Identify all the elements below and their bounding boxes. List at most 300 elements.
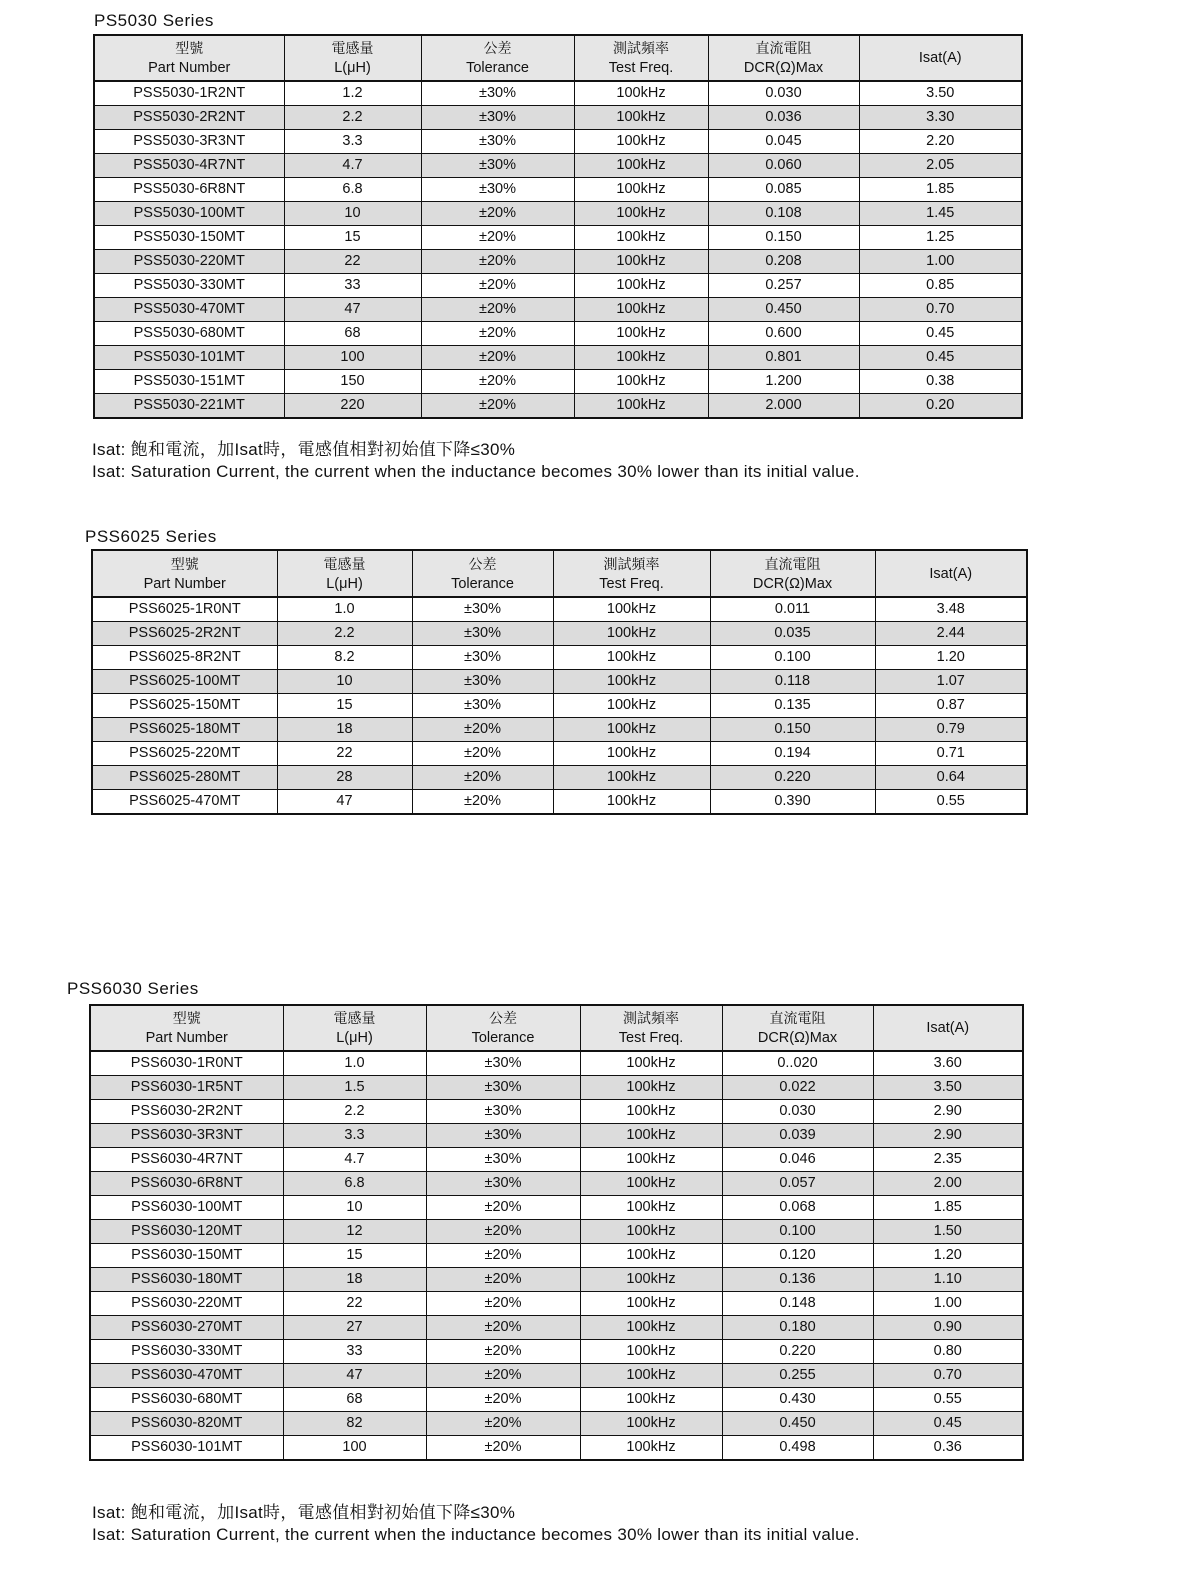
inductance-cell: 15 [277, 694, 412, 718]
inductance-cell: 33 [283, 1340, 426, 1364]
table-row [90, 1100, 1023, 1124]
inductance-cell: 150 [284, 370, 421, 394]
inductance-cell: 33 [284, 274, 421, 298]
part-number-cell: PSS6025-280MT [92, 766, 277, 790]
table-row [94, 370, 1022, 394]
tolerance-cell: ±20% [412, 766, 553, 790]
test-freq-cell: 100kHz [580, 1436, 722, 1461]
inductance-cell: 100 [284, 346, 421, 370]
inductance-cell: 1.0 [283, 1051, 426, 1076]
inductance-cell: 27 [283, 1316, 426, 1340]
table-row [94, 226, 1022, 250]
inductance-cell: 4.7 [284, 154, 421, 178]
table-row [92, 597, 1027, 622]
dcr-cell: 0.194 [710, 742, 875, 766]
dcr-cell: 0.430 [722, 1388, 873, 1412]
test-freq-cell: 100kHz [580, 1100, 722, 1124]
part-number-cell: PSS6025-2R2NT [92, 622, 277, 646]
header-isat: Isat(A) [859, 35, 1022, 81]
table-row [92, 790, 1027, 815]
tolerance-cell: ±30% [421, 178, 574, 202]
part-number-cell: PSS6025-470MT [92, 790, 277, 815]
dcr-cell: 0..020 [722, 1051, 873, 1076]
header-tolerance: 公差 Tolerance [426, 1005, 580, 1051]
part-number-cell: PSS6030-4R7NT [90, 1148, 283, 1172]
table-row [90, 1148, 1023, 1172]
isat-cell: 1.00 [873, 1292, 1023, 1316]
inductance-cell: 28 [277, 766, 412, 790]
test-freq-cell: 100kHz [574, 226, 708, 250]
dcr-cell: 0.030 [708, 81, 859, 106]
inductance-cell: 47 [284, 298, 421, 322]
dcr-cell: 0.150 [708, 226, 859, 250]
dcr-cell: 0.045 [708, 130, 859, 154]
tolerance-cell: ±20% [426, 1340, 580, 1364]
tolerance-cell: ±20% [426, 1292, 580, 1316]
isat-cell: 0.36 [873, 1436, 1023, 1461]
inductance-cell: 1.0 [277, 597, 412, 622]
tolerance-cell: ±20% [421, 226, 574, 250]
part-number-cell: PSS5030-221MT [94, 394, 284, 419]
header-inductance: 電感量 L(μH) [284, 35, 421, 81]
series-title-ps5030: PS5030 Series [94, 11, 214, 30]
inductance-cell: 100 [283, 1436, 426, 1461]
isat-note-en-1: Isat: Saturation Current, the current when the inductance becomes 30% lower than its initial value. [92, 462, 860, 481]
tolerance-cell: ±20% [426, 1244, 580, 1268]
inductance-cell: 47 [277, 790, 412, 815]
tolerance-cell: ±20% [426, 1316, 580, 1340]
test-freq-cell: 100kHz [580, 1124, 722, 1148]
part-number-cell: PSS6030-680MT [90, 1388, 283, 1412]
test-freq-cell: 100kHz [574, 178, 708, 202]
table-row [94, 202, 1022, 226]
table-row [94, 106, 1022, 130]
isat-cell: 0.38 [859, 370, 1022, 394]
table-row [94, 154, 1022, 178]
inductance-cell: 4.7 [283, 1148, 426, 1172]
test-freq-cell: 100kHz [580, 1051, 722, 1076]
test-freq-cell: 100kHz [580, 1076, 722, 1100]
test-freq-cell: 100kHz [580, 1268, 722, 1292]
series-title-pss6030: PSS6030 Series [67, 979, 199, 998]
header-inductance: 電感量 L(μH) [277, 550, 412, 597]
inductance-cell: 47 [283, 1364, 426, 1388]
part-number-cell: PSS6030-220MT [90, 1292, 283, 1316]
header-dcr: 直流電阻 DCR(Ω)Max [710, 550, 875, 597]
test-freq-cell: 100kHz [580, 1340, 722, 1364]
test-freq-cell: 100kHz [553, 646, 710, 670]
tolerance-cell: ±30% [412, 694, 553, 718]
test-freq-cell: 100kHz [553, 718, 710, 742]
table-row [90, 1412, 1023, 1436]
table-row [94, 178, 1022, 202]
spec-table-pss6025 [91, 549, 1028, 815]
part-number-cell: PSS5030-330MT [94, 274, 284, 298]
table-row [94, 130, 1022, 154]
part-number-cell: PSS5030-6R8NT [94, 178, 284, 202]
tolerance-cell: ±30% [412, 622, 553, 646]
table-row [94, 394, 1022, 419]
inductance-cell: 22 [284, 250, 421, 274]
test-freq-cell: 100kHz [580, 1220, 722, 1244]
part-number-cell: PSS6025-1R0NT [92, 597, 277, 622]
isat-cell: 1.20 [873, 1244, 1023, 1268]
table-row [90, 1268, 1023, 1292]
tolerance-cell: ±20% [426, 1436, 580, 1461]
tolerance-cell: ±30% [412, 597, 553, 622]
part-number-cell: PSS5030-2R2NT [94, 106, 284, 130]
inductance-cell: 22 [283, 1292, 426, 1316]
dcr-cell: 0.120 [722, 1244, 873, 1268]
test-freq-cell: 100kHz [553, 597, 710, 622]
inductance-cell: 15 [283, 1244, 426, 1268]
header-inductance: 電感量 L(μH) [283, 1005, 426, 1051]
table-row [92, 718, 1027, 742]
table-row [90, 1196, 1023, 1220]
part-number-cell: PSS6025-220MT [92, 742, 277, 766]
test-freq-cell: 100kHz [553, 670, 710, 694]
part-number-cell: PSS5030-151MT [94, 370, 284, 394]
dcr-cell: 0.498 [722, 1436, 873, 1461]
header-part-number: 型號 Part Number [90, 1005, 283, 1051]
tolerance-cell: ±20% [421, 202, 574, 226]
isat-cell: 1.00 [859, 250, 1022, 274]
isat-note-zh-3: Isat: 飽和電流，加Isat時，電感值相對初始值下降≤30% [92, 1503, 516, 1522]
part-number-cell: PSS6030-270MT [90, 1316, 283, 1340]
table-row [92, 670, 1027, 694]
spec-table-pss6030 [89, 1004, 1024, 1461]
test-freq-cell: 100kHz [580, 1148, 722, 1172]
inductance-cell: 8.2 [277, 646, 412, 670]
dcr-cell: 0.255 [722, 1364, 873, 1388]
test-freq-cell: 100kHz [574, 106, 708, 130]
part-number-cell: PSS5030-220MT [94, 250, 284, 274]
isat-cell: 0.85 [859, 274, 1022, 298]
isat-cell: 2.90 [873, 1100, 1023, 1124]
part-number-cell: PSS6030-1R0NT [90, 1051, 283, 1076]
tolerance-cell: ±30% [426, 1100, 580, 1124]
isat-cell: 3.30 [859, 106, 1022, 130]
isat-cell: 0.90 [873, 1316, 1023, 1340]
isat-cell: 2.35 [873, 1148, 1023, 1172]
inductance-cell: 2.2 [283, 1100, 426, 1124]
part-number-cell: PSS5030-4R7NT [94, 154, 284, 178]
table-row [90, 1340, 1023, 1364]
tolerance-cell: ±30% [421, 154, 574, 178]
tolerance-cell: ±20% [426, 1220, 580, 1244]
part-number-cell: PSS5030-150MT [94, 226, 284, 250]
table-row [90, 1292, 1023, 1316]
part-number-cell: PSS6030-2R2NT [90, 1100, 283, 1124]
inductance-cell: 3.3 [283, 1124, 426, 1148]
tolerance-cell: ±20% [426, 1196, 580, 1220]
tolerance-cell: ±30% [426, 1051, 580, 1076]
isat-cell: 0.80 [873, 1340, 1023, 1364]
dcr-cell: 0.135 [710, 694, 875, 718]
test-freq-cell: 100kHz [574, 346, 708, 370]
dcr-cell: 0.060 [708, 154, 859, 178]
dcr-cell: 0.085 [708, 178, 859, 202]
table-row [92, 694, 1027, 718]
isat-cell: 0.79 [875, 718, 1027, 742]
inductance-cell: 1.5 [283, 1076, 426, 1100]
test-freq-cell: 100kHz [580, 1292, 722, 1316]
dcr-cell: 0.068 [722, 1196, 873, 1220]
tolerance-cell: ±30% [412, 646, 553, 670]
inductance-cell: 18 [283, 1268, 426, 1292]
part-number-cell: PSS6030-180MT [90, 1268, 283, 1292]
table-row [90, 1364, 1023, 1388]
isat-cell: 1.85 [873, 1196, 1023, 1220]
inductance-cell: 2.2 [284, 106, 421, 130]
isat-cell: 0.71 [875, 742, 1027, 766]
inductance-cell: 220 [284, 394, 421, 419]
header-test-freq: 測試頻率 Test Freq. [574, 35, 708, 81]
table-row [90, 1220, 1023, 1244]
inductance-cell: 6.8 [283, 1172, 426, 1196]
tolerance-cell: ±30% [421, 81, 574, 106]
isat-cell: 2.90 [873, 1124, 1023, 1148]
isat-note-zh-1: Isat: 飽和電流，加Isat時，電感值相對初始值下降≤30% [92, 440, 516, 459]
test-freq-cell: 100kHz [553, 694, 710, 718]
dcr-cell: 0.148 [722, 1292, 873, 1316]
table-row [90, 1051, 1023, 1076]
tolerance-cell: ±30% [426, 1124, 580, 1148]
inductance-cell: 3.3 [284, 130, 421, 154]
test-freq-cell: 100kHz [574, 130, 708, 154]
test-freq-cell: 100kHz [580, 1412, 722, 1436]
test-freq-cell: 100kHz [574, 394, 708, 419]
dcr-cell: 0.801 [708, 346, 859, 370]
table-row [90, 1436, 1023, 1461]
header-part-number: 型號 Part Number [92, 550, 277, 597]
test-freq-cell: 100kHz [580, 1196, 722, 1220]
inductance-cell: 82 [283, 1412, 426, 1436]
dcr-cell: 0.039 [722, 1124, 873, 1148]
table-row [90, 1244, 1023, 1268]
test-freq-cell: 100kHz [553, 742, 710, 766]
dcr-cell: 0.180 [722, 1316, 873, 1340]
isat-cell: 3.50 [859, 81, 1022, 106]
inductance-cell: 15 [284, 226, 421, 250]
table-row [94, 346, 1022, 370]
dcr-cell: 0.150 [710, 718, 875, 742]
table-row [90, 1172, 1023, 1196]
test-freq-cell: 100kHz [574, 250, 708, 274]
inductance-cell: 18 [277, 718, 412, 742]
tolerance-cell: ±20% [426, 1412, 580, 1436]
isat-cell: 0.87 [875, 694, 1027, 718]
test-freq-cell: 100kHz [574, 370, 708, 394]
tolerance-cell: ±20% [421, 322, 574, 346]
header-test-freq: 測試頻率 Test Freq. [580, 1005, 722, 1051]
tolerance-cell: ±30% [421, 130, 574, 154]
part-number-cell: PSS6030-120MT [90, 1220, 283, 1244]
dcr-cell: 0.450 [722, 1412, 873, 1436]
dcr-cell: 0.450 [708, 298, 859, 322]
tolerance-cell: ±20% [421, 394, 574, 419]
test-freq-cell: 100kHz [574, 202, 708, 226]
table-row [94, 274, 1022, 298]
dcr-cell: 0.136 [722, 1268, 873, 1292]
isat-cell: 3.60 [873, 1051, 1023, 1076]
header-isat: Isat(A) [873, 1005, 1023, 1051]
part-number-cell: PSS6025-180MT [92, 718, 277, 742]
test-freq-cell: 100kHz [574, 81, 708, 106]
tolerance-cell: ±20% [421, 274, 574, 298]
dcr-cell: 2.000 [708, 394, 859, 419]
header-part-number: 型號 Part Number [94, 35, 284, 81]
table-row [92, 742, 1027, 766]
part-number-cell: PSS5030-101MT [94, 346, 284, 370]
test-freq-cell: 100kHz [574, 322, 708, 346]
table-row [90, 1124, 1023, 1148]
isat-cell: 0.55 [875, 790, 1027, 815]
isat-cell: 0.70 [873, 1364, 1023, 1388]
table-row [94, 250, 1022, 274]
table-row [92, 646, 1027, 670]
isat-cell: 1.07 [875, 670, 1027, 694]
table-row [90, 1076, 1023, 1100]
part-number-cell: PSS6030-330MT [90, 1340, 283, 1364]
inductance-cell: 68 [283, 1388, 426, 1412]
isat-cell: 0.45 [859, 346, 1022, 370]
dcr-cell: 0.035 [710, 622, 875, 646]
test-freq-cell: 100kHz [574, 154, 708, 178]
table-row [94, 322, 1022, 346]
table-row [90, 1316, 1023, 1340]
part-number-cell: PSS6030-470MT [90, 1364, 283, 1388]
inductance-cell: 68 [284, 322, 421, 346]
test-freq-cell: 100kHz [580, 1388, 722, 1412]
header-isat: Isat(A) [875, 550, 1027, 597]
isat-cell: 0.20 [859, 394, 1022, 419]
part-number-cell: PSS5030-3R3NT [94, 130, 284, 154]
tolerance-cell: ±20% [426, 1268, 580, 1292]
dcr-cell: 0.390 [710, 790, 875, 815]
dcr-cell: 0.108 [708, 202, 859, 226]
isat-cell: 0.45 [859, 322, 1022, 346]
test-freq-cell: 100kHz [580, 1172, 722, 1196]
dcr-cell: 0.036 [708, 106, 859, 130]
part-number-cell: PSS6025-150MT [92, 694, 277, 718]
isat-cell: 1.25 [859, 226, 1022, 250]
inductance-cell: 10 [283, 1196, 426, 1220]
dcr-cell: 0.208 [708, 250, 859, 274]
part-number-cell: PSS6030-3R3NT [90, 1124, 283, 1148]
test-freq-cell: 100kHz [580, 1364, 722, 1388]
header-dcr: 直流電阻 DCR(Ω)Max [722, 1005, 873, 1051]
tolerance-cell: ±20% [421, 250, 574, 274]
test-freq-cell: 100kHz [580, 1244, 722, 1268]
tolerance-cell: ±20% [421, 298, 574, 322]
isat-cell: 3.50 [873, 1076, 1023, 1100]
dcr-cell: 0.022 [722, 1076, 873, 1100]
part-number-cell: PSS6030-820MT [90, 1412, 283, 1436]
isat-note-en-3: Isat: Saturation Current, the current when the inductance becomes 30% lower than its initial value. [92, 1525, 860, 1544]
dcr-cell: 0.220 [710, 766, 875, 790]
isat-cell: 1.10 [873, 1268, 1023, 1292]
table-row [92, 766, 1027, 790]
header-test-freq: 測試頻率 Test Freq. [553, 550, 710, 597]
series-title-pss6025: PSS6025 Series [85, 527, 217, 546]
isat-cell: 3.48 [875, 597, 1027, 622]
test-freq-cell: 100kHz [574, 274, 708, 298]
isat-cell: 0.64 [875, 766, 1027, 790]
tolerance-cell: ±30% [412, 670, 553, 694]
part-number-cell: PSS6030-101MT [90, 1436, 283, 1461]
isat-cell: 2.00 [873, 1172, 1023, 1196]
dcr-cell: 0.100 [722, 1220, 873, 1244]
inductance-cell: 10 [284, 202, 421, 226]
isat-cell: 1.85 [859, 178, 1022, 202]
inductance-cell: 12 [283, 1220, 426, 1244]
test-freq-cell: 100kHz [553, 766, 710, 790]
tolerance-cell: ±30% [426, 1076, 580, 1100]
tolerance-cell: ±20% [412, 718, 553, 742]
test-freq-cell: 100kHz [574, 298, 708, 322]
inductance-cell: 1.2 [284, 81, 421, 106]
dcr-cell: 0.257 [708, 274, 859, 298]
isat-cell: 2.05 [859, 154, 1022, 178]
tolerance-cell: ±30% [426, 1172, 580, 1196]
tolerance-cell: ±20% [412, 742, 553, 766]
isat-cell: 1.20 [875, 646, 1027, 670]
isat-cell: 0.45 [873, 1412, 1023, 1436]
part-number-cell: PSS6030-1R5NT [90, 1076, 283, 1100]
spec-table-ps5030 [93, 34, 1023, 419]
part-number-cell: PSS5030-1R2NT [94, 81, 284, 106]
inductance-cell: 22 [277, 742, 412, 766]
table-row [94, 81, 1022, 106]
test-freq-cell: 100kHz [553, 622, 710, 646]
isat-cell: 1.50 [873, 1220, 1023, 1244]
dcr-cell: 0.220 [722, 1340, 873, 1364]
isat-cell: 2.20 [859, 130, 1022, 154]
isat-cell: 0.55 [873, 1388, 1023, 1412]
tolerance-cell: ±20% [412, 790, 553, 815]
tolerance-cell: ±20% [421, 370, 574, 394]
dcr-cell: 0.100 [710, 646, 875, 670]
part-number-cell: PSS6030-100MT [90, 1196, 283, 1220]
part-number-cell: PSS5030-100MT [94, 202, 284, 226]
table-row [90, 1388, 1023, 1412]
part-number-cell: PSS5030-470MT [94, 298, 284, 322]
dcr-cell: 0.057 [722, 1172, 873, 1196]
tolerance-cell: ±20% [426, 1364, 580, 1388]
part-number-cell: PSS6025-100MT [92, 670, 277, 694]
dcr-cell: 0.046 [722, 1148, 873, 1172]
dcr-cell: 0.030 [722, 1100, 873, 1124]
part-number-cell: PSS6030-6R8NT [90, 1172, 283, 1196]
tolerance-cell: ±30% [426, 1148, 580, 1172]
part-number-cell: PSS5030-680MT [94, 322, 284, 346]
header-tolerance: 公差 Tolerance [412, 550, 553, 597]
inductance-cell: 10 [277, 670, 412, 694]
isat-cell: 0.70 [859, 298, 1022, 322]
dcr-cell: 1.200 [708, 370, 859, 394]
dcr-cell: 0.600 [708, 322, 859, 346]
header-tolerance: 公差 Tolerance [421, 35, 574, 81]
header-dcr: 直流電阻 DCR(Ω)Max [708, 35, 859, 81]
test-freq-cell: 100kHz [580, 1316, 722, 1340]
inductance-cell: 2.2 [277, 622, 412, 646]
table-row [94, 298, 1022, 322]
test-freq-cell: 100kHz [553, 790, 710, 815]
dcr-cell: 0.118 [710, 670, 875, 694]
tolerance-cell: ±30% [421, 106, 574, 130]
tolerance-cell: ±20% [421, 346, 574, 370]
